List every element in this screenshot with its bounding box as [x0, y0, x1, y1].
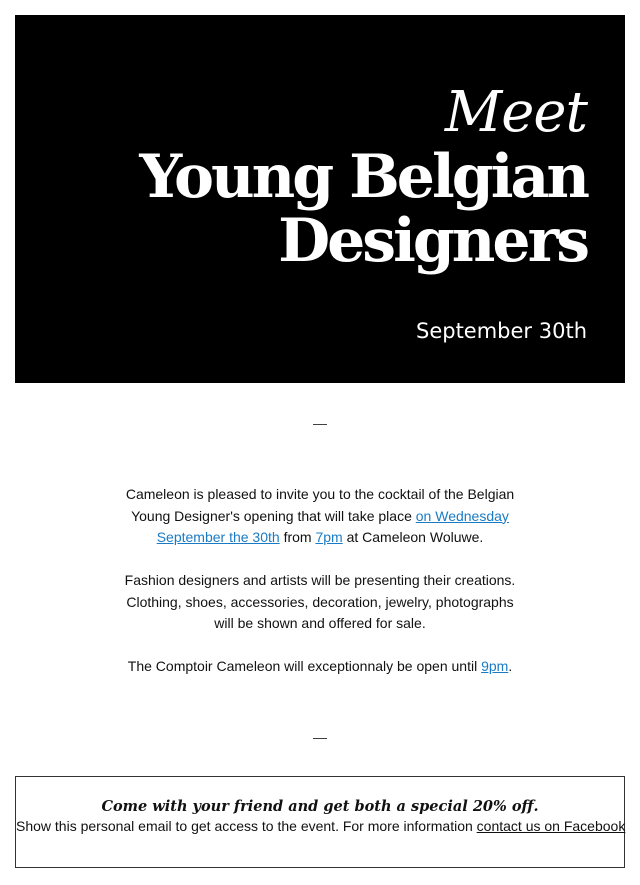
- invitation-paragraph-3: [120, 656, 520, 678]
- opening-hours-period: .: [508, 658, 513, 674]
- hero-title-meet: Meet: [444, 80, 587, 145]
- offer-headline: Come with your friend and get both a special 20% off.: [101, 798, 539, 815]
- invitation-content: [120, 484, 520, 699]
- closing-time-link[interactable]: 9pm: [481, 658, 509, 674]
- invitation-paragraph-2: Fashion designers and artists will be presenting their creations. Clothing, shoes, accessories, decoration, jewelry, photographs will be shown and offered for sale.: [124, 572, 516, 631]
- offer-instructions: Show this personal email to get access to the event. For more information: [16, 818, 477, 834]
- invitation-paragraph-1: [120, 484, 520, 549]
- offer-text: [16, 817, 624, 835]
- hero-banner: [15, 15, 625, 383]
- facebook-contact-link[interactable]: contact us on Facebook: [476, 818, 626, 834]
- event-date-link[interactable]: on Wednesday September the 30th: [156, 507, 509, 545]
- offer-box: [15, 776, 625, 868]
- event-start-time-link[interactable]: 7pm: [315, 529, 343, 545]
- separator-top: —: [313, 415, 327, 431]
- separator-bottom: —: [313, 729, 327, 745]
- hero-date: September 30th: [415, 319, 587, 343]
- hero-title-designers: Designers: [278, 206, 587, 276]
- hero-title-young-belgian: Young Belgian: [139, 142, 587, 212]
- opening-hours-text: The Comptoir Cameleon will exceptionnaly be open until: [127, 658, 482, 674]
- hero-title: [139, 80, 587, 276]
- invitation-text-location: at Cameleon Woluwe.: [342, 529, 484, 545]
- invitation-text-intro: Cameleon is pleased to invite you to the cocktail of the Belgian Young Designer's opening that will take place: [125, 486, 515, 524]
- invitation-text-from: from: [279, 529, 316, 545]
